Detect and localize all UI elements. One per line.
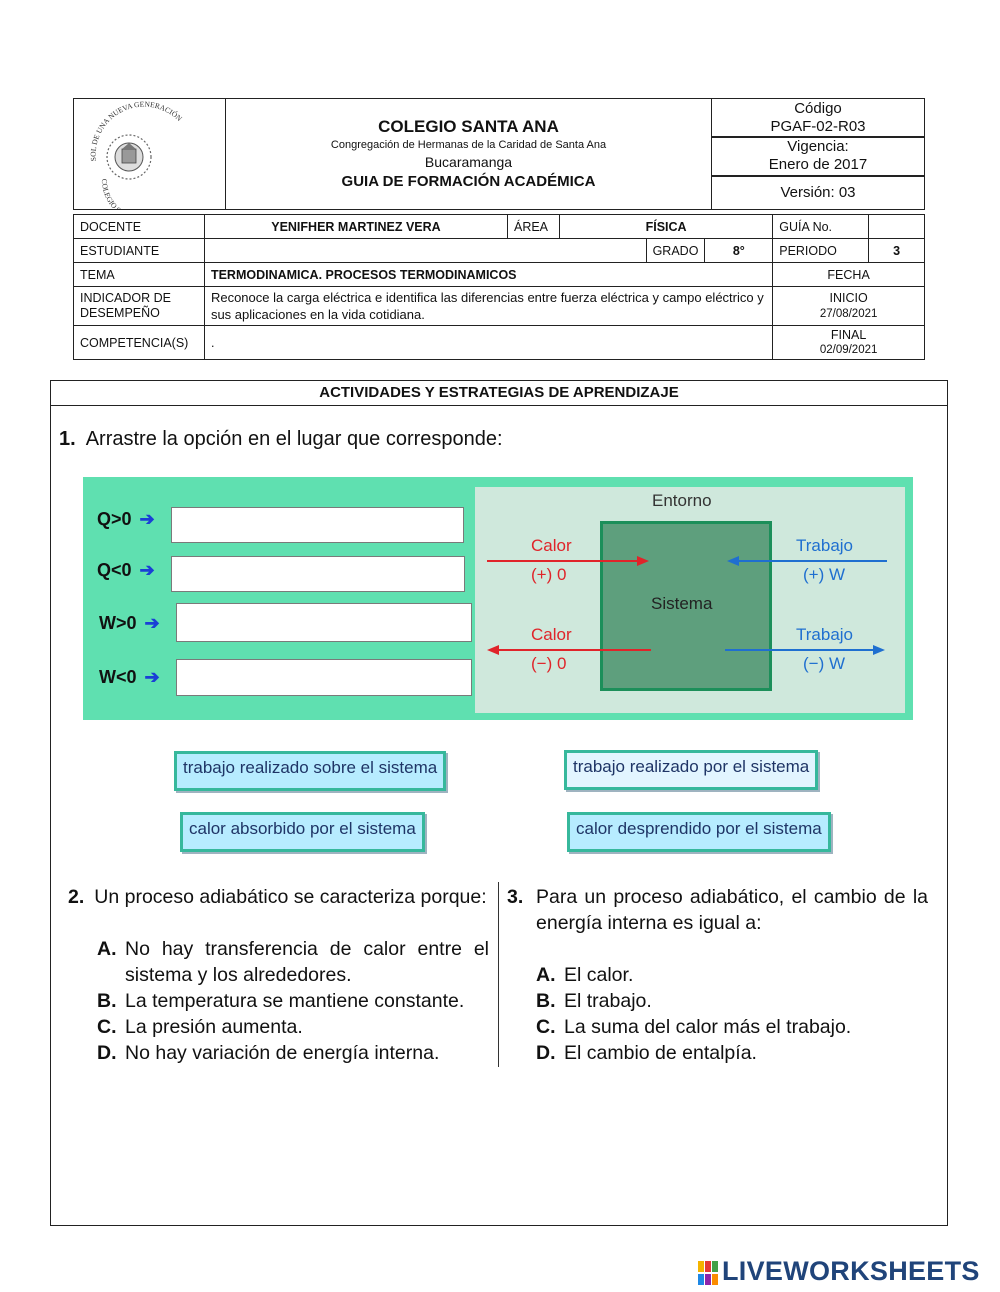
calor-out-sign: (−) 0 <box>531 654 567 673</box>
q2-option-c[interactable]: C. La presión aumenta. <box>97 1016 303 1038</box>
arrow-right-icon: ➔ <box>144 667 160 687</box>
q2-option-a[interactable]: A. No hay transferencia de calor entre el sistema y los alrededores. <box>97 938 489 986</box>
q2-text: Un proceso adiabático se caracteriza porque: <box>94 886 487 908</box>
svg-text:COLEGIO SANTA ANA <box>100 179 155 209</box>
logo-text-bottom: COLEGIO <box>99 178 119 209</box>
q1-number: 1. <box>59 428 76 450</box>
indicador-value: Reconoce la carga eléctrica e identifica las diferencias entre fuerza eléctrica y campo eléctrico y sus aplicaciones en la vida cotidiana. <box>204 287 772 326</box>
liveworksheets-logo <box>698 1256 980 1286</box>
city: Bucaramanga <box>424 154 513 170</box>
estudiante-value[interactable] <box>204 239 646 263</box>
entorno-label: Entorno <box>652 491 712 510</box>
arrow-right-icon: ➔ <box>144 613 160 633</box>
header-meta-cell <box>712 99 924 209</box>
logo-text-top: SOL DE UNA NUEVA GENERACIÓN <box>88 99 184 162</box>
label-q-negative: Q<0 ➔ <box>97 560 155 580</box>
congregation: Congregación de Hermanas de la Caridad de Santa Ana <box>330 139 607 151</box>
indicador-label-line2: DESEMPEÑO <box>80 306 160 320</box>
codigo-value: PGAF-02-R03 <box>770 118 866 135</box>
school-logo-cell <box>74 99 226 209</box>
indicador-label <box>74 287 205 326</box>
drop-slot-q-negative[interactable] <box>171 556 465 592</box>
activities-title: ACTIVIDADES Y ESTRATEGIAS DE APRENDIZAJE <box>51 381 947 406</box>
liveworksheets-icon <box>698 1261 718 1285</box>
area-value: FÍSICA <box>559 215 772 239</box>
docente-label: DOCENTE <box>74 215 205 239</box>
calor-in-label: Calor <box>531 536 572 555</box>
fecha-label: FECHA <box>773 263 925 287</box>
option-calor-absorbido[interactable]: calor absorbido por el sistema <box>180 812 425 852</box>
q2-options <box>97 936 489 1066</box>
q3-option-c[interactable]: C. La suma del calor más el trabajo. <box>536 1016 852 1038</box>
option-calor-desprendido[interactable]: calor desprendido por el sistema <box>567 812 831 852</box>
label-q-positive: Q>0 ➔ <box>97 509 155 529</box>
heat-work-arrows <box>475 487 905 713</box>
guia-value[interactable] <box>869 215 925 239</box>
q3-number: 3. <box>507 886 524 908</box>
question-1 <box>59 428 503 451</box>
school-logo <box>74 99 224 209</box>
column-divider <box>498 882 499 1067</box>
indicador-label-line1: INDICADOR DE <box>80 291 171 305</box>
competencia-label: COMPETENCIA(S) <box>74 326 205 360</box>
trabajo-in-sign: (+) W <box>803 565 846 584</box>
label-w-negative: W<0 ➔ <box>99 667 160 687</box>
trabajo-in-label: Trabajo <box>796 536 854 555</box>
competencia-value: . <box>204 326 772 360</box>
codigo-label: Código <box>794 100 842 117</box>
drop-slot-w-positive[interactable] <box>176 603 472 642</box>
header-table <box>73 98 925 210</box>
vigencia-value: Enero de 2017 <box>768 156 868 173</box>
school-name: COLEGIO SANTA ANA <box>378 117 559 136</box>
question-3 <box>507 884 928 936</box>
inicio-value: 27/08/2021 <box>819 307 878 320</box>
grado-label: GRADO <box>646 239 705 263</box>
docente-value: YENIFHER MARTINEZ VERA <box>204 215 507 239</box>
drop-slot-q-positive[interactable] <box>171 507 464 543</box>
vigencia-label: Vigencia: <box>787 138 849 155</box>
q2-option-d[interactable]: D. No hay variación de energía interna. <box>97 1042 440 1064</box>
final-cell <box>773 326 925 360</box>
calor-in-sign: (+) 0 <box>531 565 567 584</box>
option-trabajo-sobre[interactable]: trabajo realizado sobre el sistema <box>174 751 446 791</box>
q2-number: 2. <box>68 886 85 908</box>
grado-value: 8° <box>705 239 773 263</box>
guide-title: GUIA DE FORMACIÓN ACADÉMICA <box>341 173 596 190</box>
trabajo-out-sign: (−) W <box>803 654 846 673</box>
q3-option-b[interactable]: B. El trabajo. <box>536 990 652 1012</box>
area-label: ÁREA <box>507 215 559 239</box>
q1-text: Arrastre la opción en el lugar que corresponde: <box>85 428 503 450</box>
q3-option-d[interactable]: D. El cambio de entalpía. <box>536 1042 757 1064</box>
calor-out-label: Calor <box>531 625 572 644</box>
tema-label: TEMA <box>74 263 205 287</box>
question-2 <box>68 884 493 910</box>
trabajo-out-label: Trabajo <box>796 625 854 644</box>
option-trabajo-por[interactable]: trabajo realizado por el sistema <box>564 750 818 790</box>
q3-text: Para un proceso adiabático, el cambio de la energía interna es igual a: <box>536 886 928 934</box>
arrow-right-icon: ➔ <box>139 560 155 580</box>
version: Versión: 03 <box>780 184 856 201</box>
q2-option-b[interactable]: B. La temperatura se mantiene constante. <box>97 990 465 1012</box>
periodo-value: 3 <box>869 239 925 263</box>
liveworksheets-brand: LIVEWORKSHEETS <box>722 1256 980 1286</box>
drop-slot-w-negative[interactable] <box>176 659 472 696</box>
label-w-positive: W>0 ➔ <box>99 613 160 633</box>
q3-option-a[interactable]: A. El calor. <box>536 964 634 986</box>
guia-label: GUÍA No. <box>773 215 869 239</box>
sistema-label: Sistema <box>651 594 713 613</box>
q3-options <box>536 962 928 1066</box>
tema-value: TERMODINAMICA. PROCESOS TERMODINAMICOS <box>204 263 772 287</box>
info-table <box>73 214 925 360</box>
inicio-cell <box>773 287 925 326</box>
final-value: 02/09/2021 <box>819 344 878 356</box>
inicio-label: INICIO <box>829 290 868 305</box>
estudiante-label: ESTUDIANTE <box>74 239 205 263</box>
arrow-right-icon: ➔ <box>139 509 155 529</box>
header-title-cell <box>226 99 712 209</box>
periodo-label: PERIODO <box>773 239 869 263</box>
final-label: FINAL <box>830 328 867 342</box>
